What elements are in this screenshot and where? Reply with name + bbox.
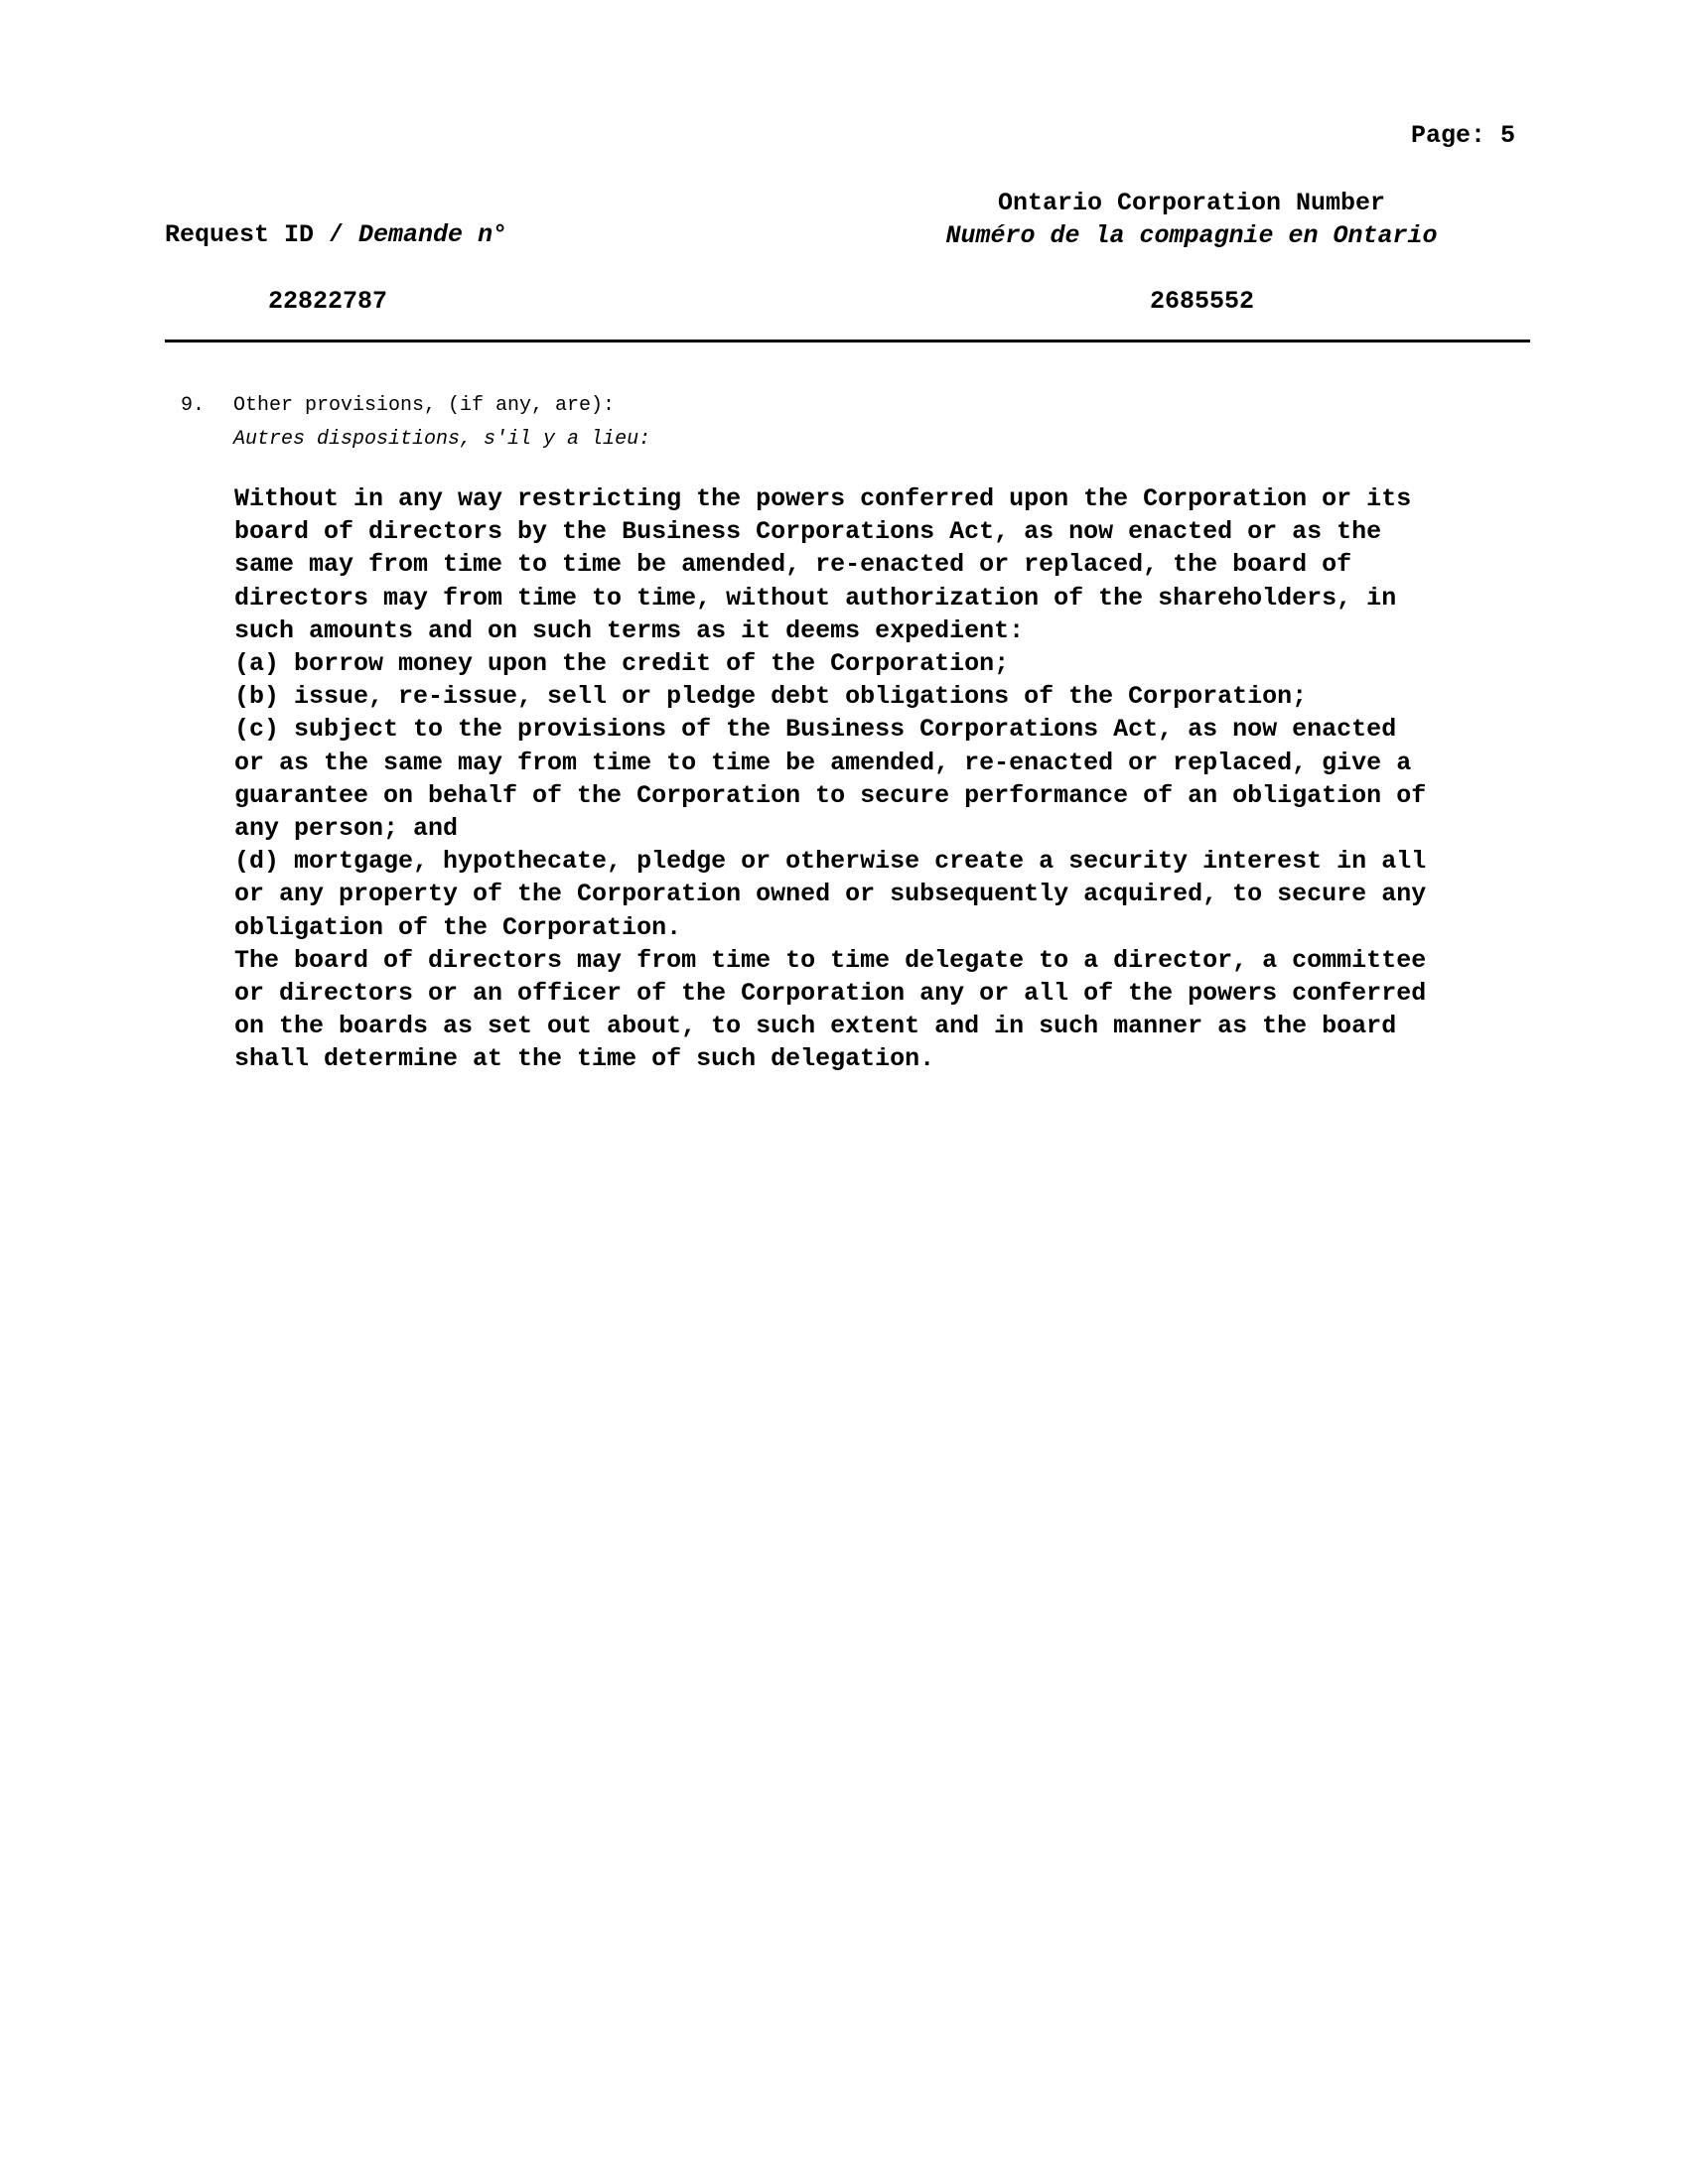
provision-line: or as the same may from time to time be amended, re-enacted or replaced, give a <box>234 748 1412 777</box>
corporation-number-label-en: Ontario Corporation Number <box>997 189 1386 217</box>
request-id-value: 22822787 <box>268 287 388 316</box>
header-divider <box>165 340 1530 342</box>
request-id-label-fr: Demande n° <box>358 220 508 249</box>
provision-line: or directors or an officer of the Corporation any or all of the powers conferred <box>234 979 1427 1009</box>
provision-line: board of directors by the Business Corporations Act, as now enacted or as the <box>234 517 1382 547</box>
provision-line: on the boards as set out about, to such extent and in such manner as the board <box>234 1012 1397 1041</box>
provision-line: The board of directors may from time to time delegate to a director, a committee <box>234 945 1427 975</box>
request-id-label <box>165 220 507 249</box>
provision-line: or any property of the Corporation owned or subsequently acquired, to secure any <box>234 880 1427 909</box>
page-number: Page: 5 <box>1410 121 1515 150</box>
corporation-number-label-fr: Numéro de la compagnie en Ontario <box>945 221 1438 250</box>
corporation-number-label <box>914 187 1470 252</box>
section-label-en: Other provisions, (if any, are): <box>233 394 616 417</box>
section-label-fr: Autres dispositions, s'il y a lieu: <box>233 428 651 451</box>
provision-line: same may from time to time be amended, re-enacted or replaced, the board of <box>234 550 1352 580</box>
provision-line: obligation of the Corporation. <box>234 912 682 942</box>
provision-line: guarantee on behalf of the Corporation to secure performance of an obligation of <box>234 780 1427 810</box>
request-id-label-en: Request ID / <box>165 220 359 249</box>
corporation-number-value: 2685552 <box>1150 287 1255 316</box>
provision-line: (b) issue, re-issue, sell or pledge debt obligations of the Corporation; <box>234 682 1308 712</box>
provisions-text <box>234 482 1555 1076</box>
provision-line: (d) mortgage, hypothecate, pledge or otherwise create a security interest in all <box>234 847 1427 877</box>
provision-line: directors may from time to time, without authorization of the shareholders, in <box>234 583 1397 613</box>
provision-line: Without in any way restricting the powers conferred upon the Corporation or its <box>234 484 1412 513</box>
provision-line: any person; and <box>234 814 459 844</box>
provision-line: such amounts and on such terms as it deems expedient: <box>234 615 1025 645</box>
section-heading <box>181 389 650 457</box>
provision-line: (a) borrow money upon the credit of the Corporation; <box>234 649 1010 679</box>
provision-line: (c) subject to the provisions of the Business Corporations Act, as now enacted <box>234 715 1397 745</box>
section-number: 9. <box>181 394 206 417</box>
provision-line: shall determine at the time of such delegation. <box>234 1044 935 1074</box>
